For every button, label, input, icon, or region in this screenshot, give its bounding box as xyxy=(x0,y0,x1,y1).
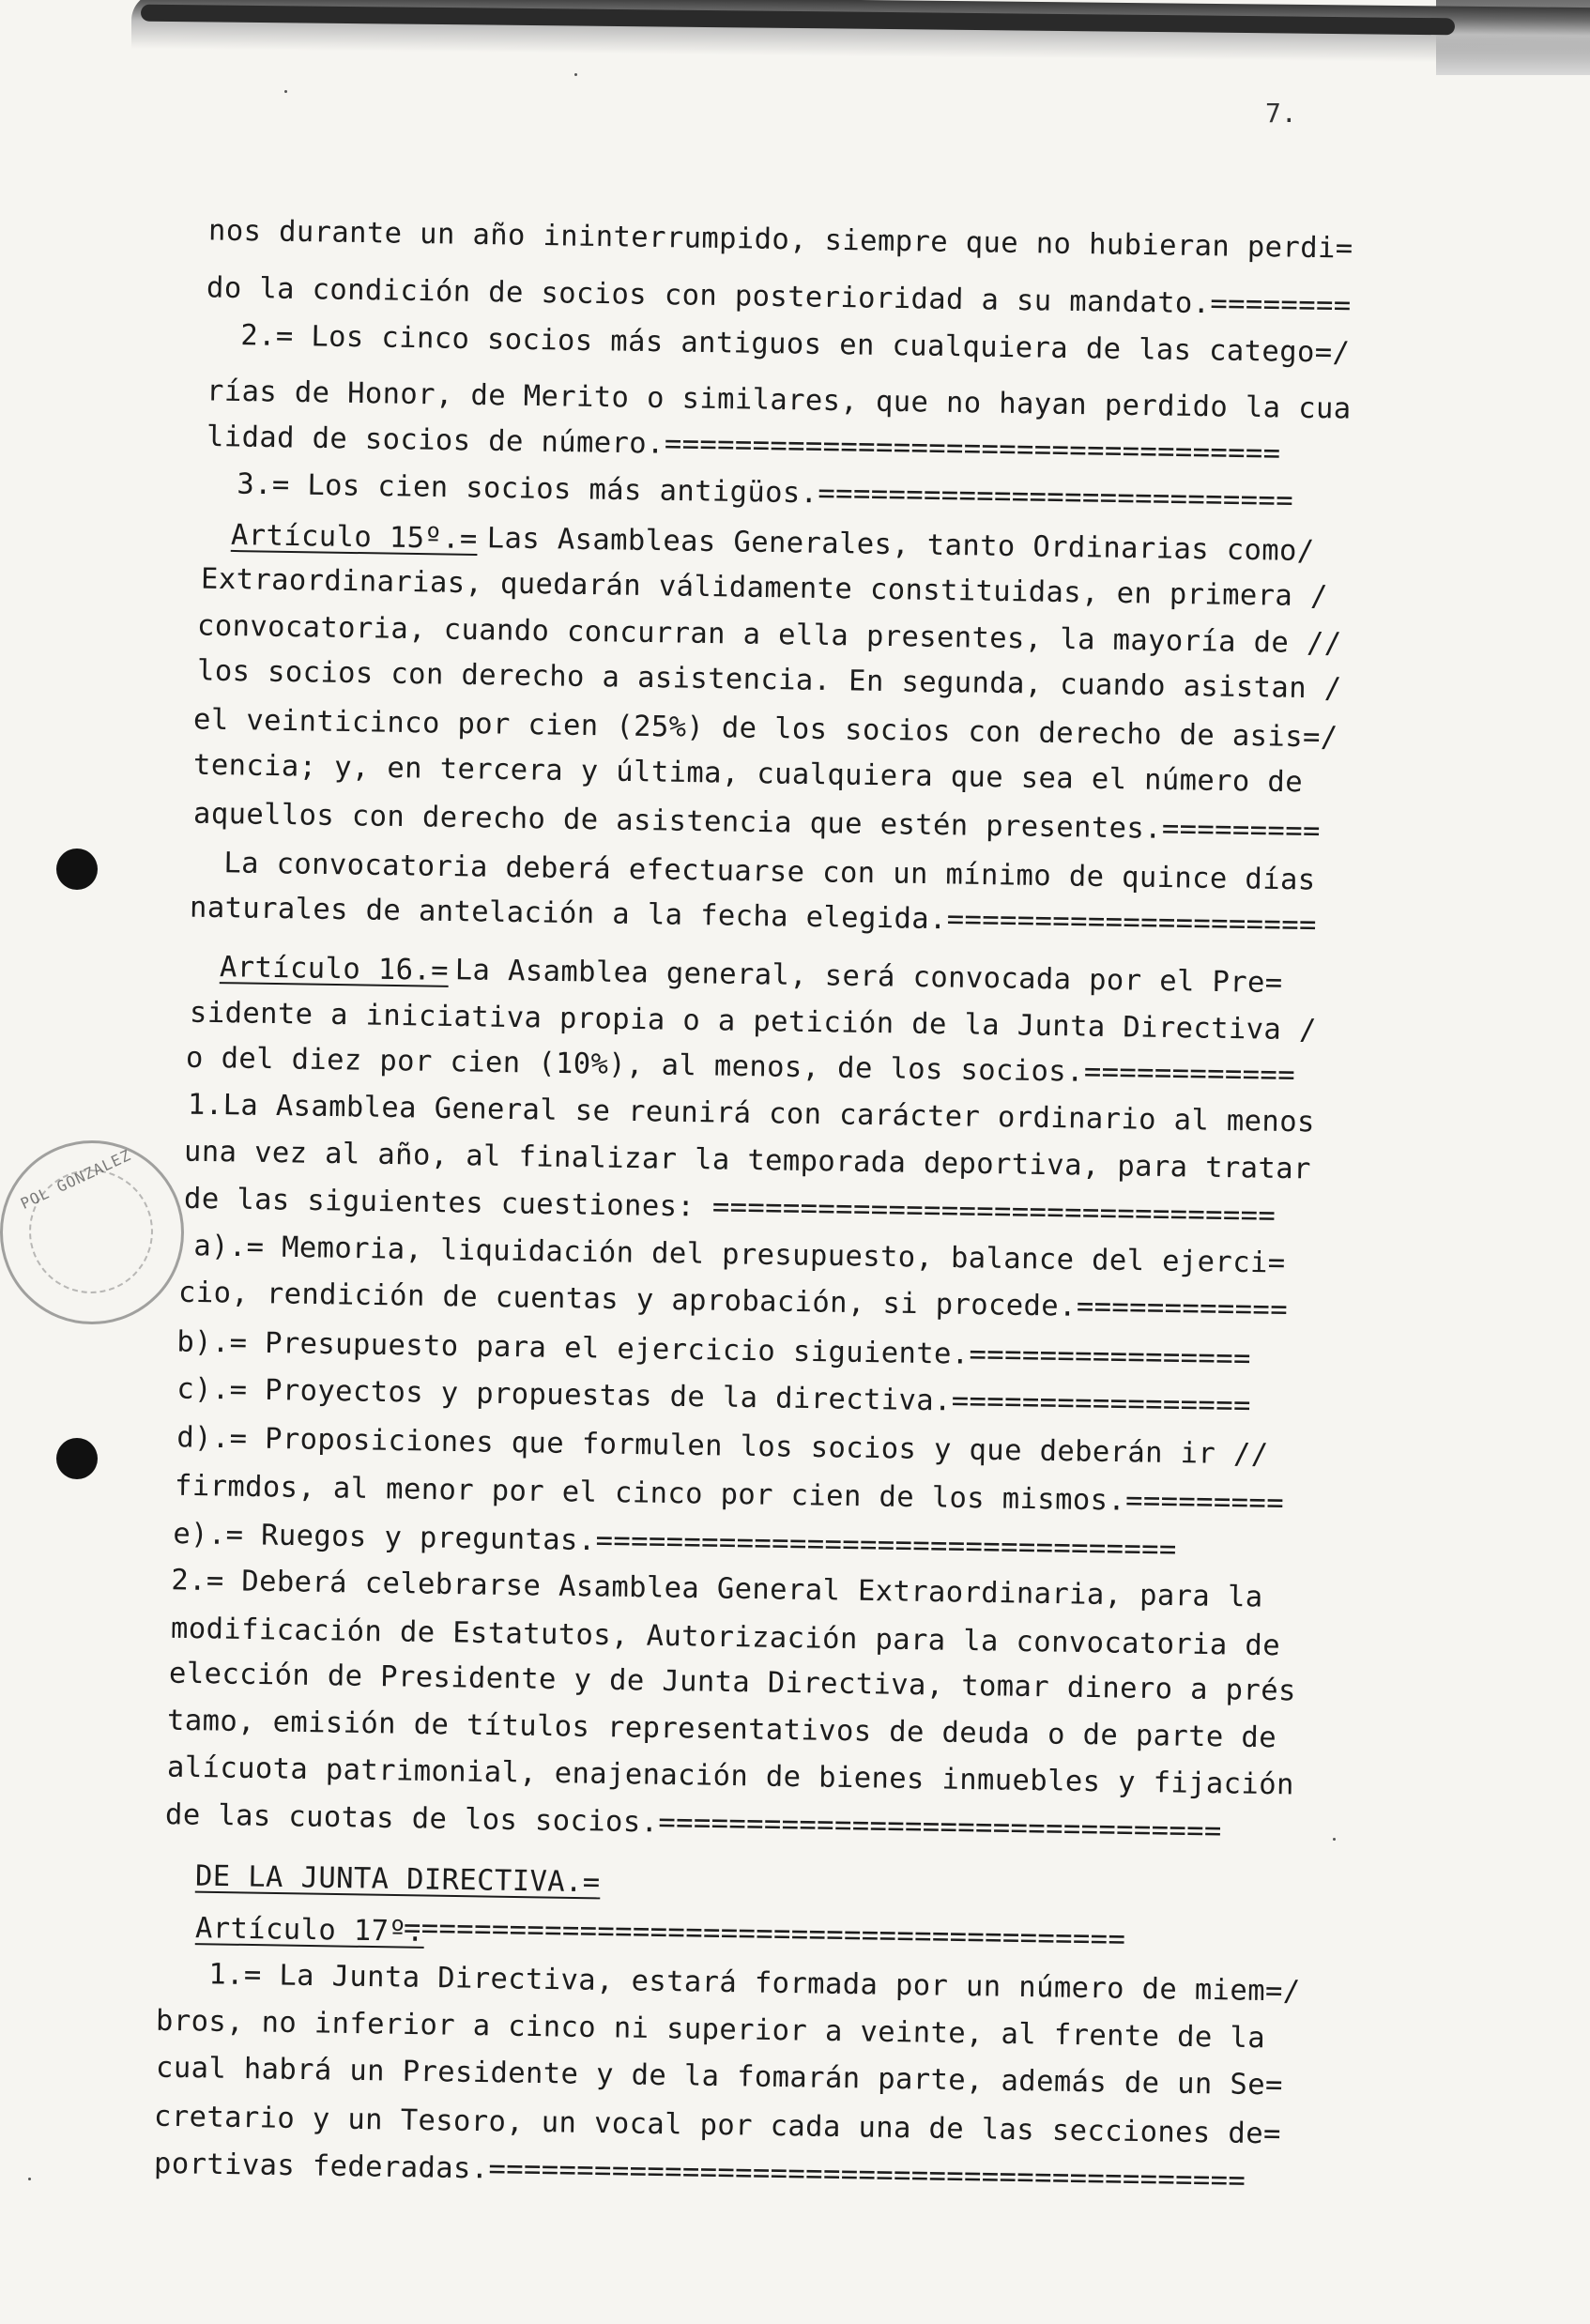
page-number-mark: 7. xyxy=(1265,98,1297,129)
article-15-heading: Artículo 15º.= xyxy=(230,518,478,557)
text-line: 2.= Deberá celebrarse Asamblea General Extraordinaria, para la xyxy=(117,1563,1263,1614)
text-line: cio, rendición de cuentas y aprobación, si procede.============ xyxy=(177,1276,1289,1327)
text-line: firmdos, al menor por el cinco por cien de los mismos.========= xyxy=(174,1469,1285,1521)
text-line: alícuota patrimonial, enajenación de bienes inmuebles y fijación xyxy=(166,1751,1295,1802)
speck xyxy=(28,2178,31,2180)
text-line: sidente a iniciativa propia o a petición de la Junta Directiva / xyxy=(189,996,1318,1047)
article-16-heading: Artículo 16.= xyxy=(219,951,450,987)
text-line: lidad de socios de número.=================================== xyxy=(206,420,1281,470)
text-line: La convocatoria deberá efectuarse con un mínimo de quince días xyxy=(170,846,1316,897)
text-line: a).= Memoria, liquidación del presupuesto, balance del ejerci= xyxy=(140,1229,1286,1280)
text-line: La Asamblea general, será convocada por el Pre= xyxy=(436,953,1283,1001)
text-line: o del diez por cien (10%), al menos, de los socios.============ xyxy=(185,1041,1296,1093)
text-line: los socios con derecho a asistencia. En segunda, cuando asistan / xyxy=(196,654,1342,706)
section-heading-junta-directiva: DE LA JUNTA DIRECTIVA.= xyxy=(194,1859,601,1900)
text-line: Las Asambleas Generales, tanto Ordinarias como/ xyxy=(468,521,1315,569)
text-line: una vez al año, al finalizar la temporada deportiva, para tratar xyxy=(183,1135,1312,1186)
text-line: convocatoria, cuando concurran a ella presentes, la mayoría de // xyxy=(196,609,1342,661)
text-line: el veinticinco por cien (25%) de los socios con derecho de asis=/ xyxy=(192,703,1338,755)
text-line: do la condición de socios con posterioridad a su mandato.======== xyxy=(206,271,1352,323)
text-line: cretario y un Tesoro, un vocal por cada una de las secciones de= xyxy=(153,2100,1282,2151)
text-line: de las siguientes cuestiones: ================================ xyxy=(183,1182,1277,1233)
text-line: 2.= Los cinco socios más antiguos en cualquiera de las catego=/ xyxy=(187,318,1351,370)
text-line: rías de Honor, de Merito o similares, que no hayan perdido la cua xyxy=(206,375,1352,426)
text-line: modificación de Estatutos, Autorización para la convocatoria de xyxy=(170,1612,1281,1663)
text-line: tencia; y, en tercera y última, cualquiera que sea el número de xyxy=(192,748,1304,800)
text-line: b).= Presupuesto para el ejercicio siguiente.================ xyxy=(123,1324,1252,1376)
article-17-heading: Artículo 17º. xyxy=(194,1912,425,1949)
text-line: elección de Presidente y de Junta Directiva, tomar dinero a prés xyxy=(168,1657,1297,1708)
text-line: 1.La Asamblea General se reunirá con carácter ordinario al menos xyxy=(187,1088,1316,1139)
text-line: Extraordinarias, quedarán válidamente constituidas, en primera / xyxy=(200,562,1329,614)
text-line: e).= Ruegos y preguntas.================================= xyxy=(119,1517,1177,1567)
text-line: naturales de antelación a la fecha elegida.===================== xyxy=(189,891,1318,942)
text-line: nos durante un año ininterrumpido, siempre que no hubieran perdi= xyxy=(207,214,1353,266)
text-line: tamo, emisión de títulos representativos de deuda o de parte de xyxy=(166,1704,1277,1755)
text-line: ========================================= xyxy=(403,1911,1126,1957)
text-line: 3.= Los cien socios más antigüos.=========================== xyxy=(183,466,1294,518)
text-line: bros, no inferior a cinco ni superior a veinte, al frente de la xyxy=(155,2004,1266,2056)
text-line: de las cuotas de los socios.================================ xyxy=(164,1798,1222,1848)
text-line: portivas federadas.=========================================== xyxy=(153,2147,1246,2198)
text-line: aquellos con derecho de asistencia que estén presentes.========= xyxy=(192,797,1322,849)
text-line: 1.= La Junta Directiva, estará formada por un número de miem=/ xyxy=(155,1957,1301,2009)
text-line: cual habrá un Presidente y de la fomarán parte, además de un Se= xyxy=(155,2051,1284,2102)
stamp-text: POL GONZALEZ xyxy=(17,1145,134,1214)
text-line: c).= Proyectos y propuestas de la directiva.================= xyxy=(123,1371,1252,1423)
text-line: d).= Proposiciones que formulen los socios y que deberán ir // xyxy=(123,1420,1269,1472)
